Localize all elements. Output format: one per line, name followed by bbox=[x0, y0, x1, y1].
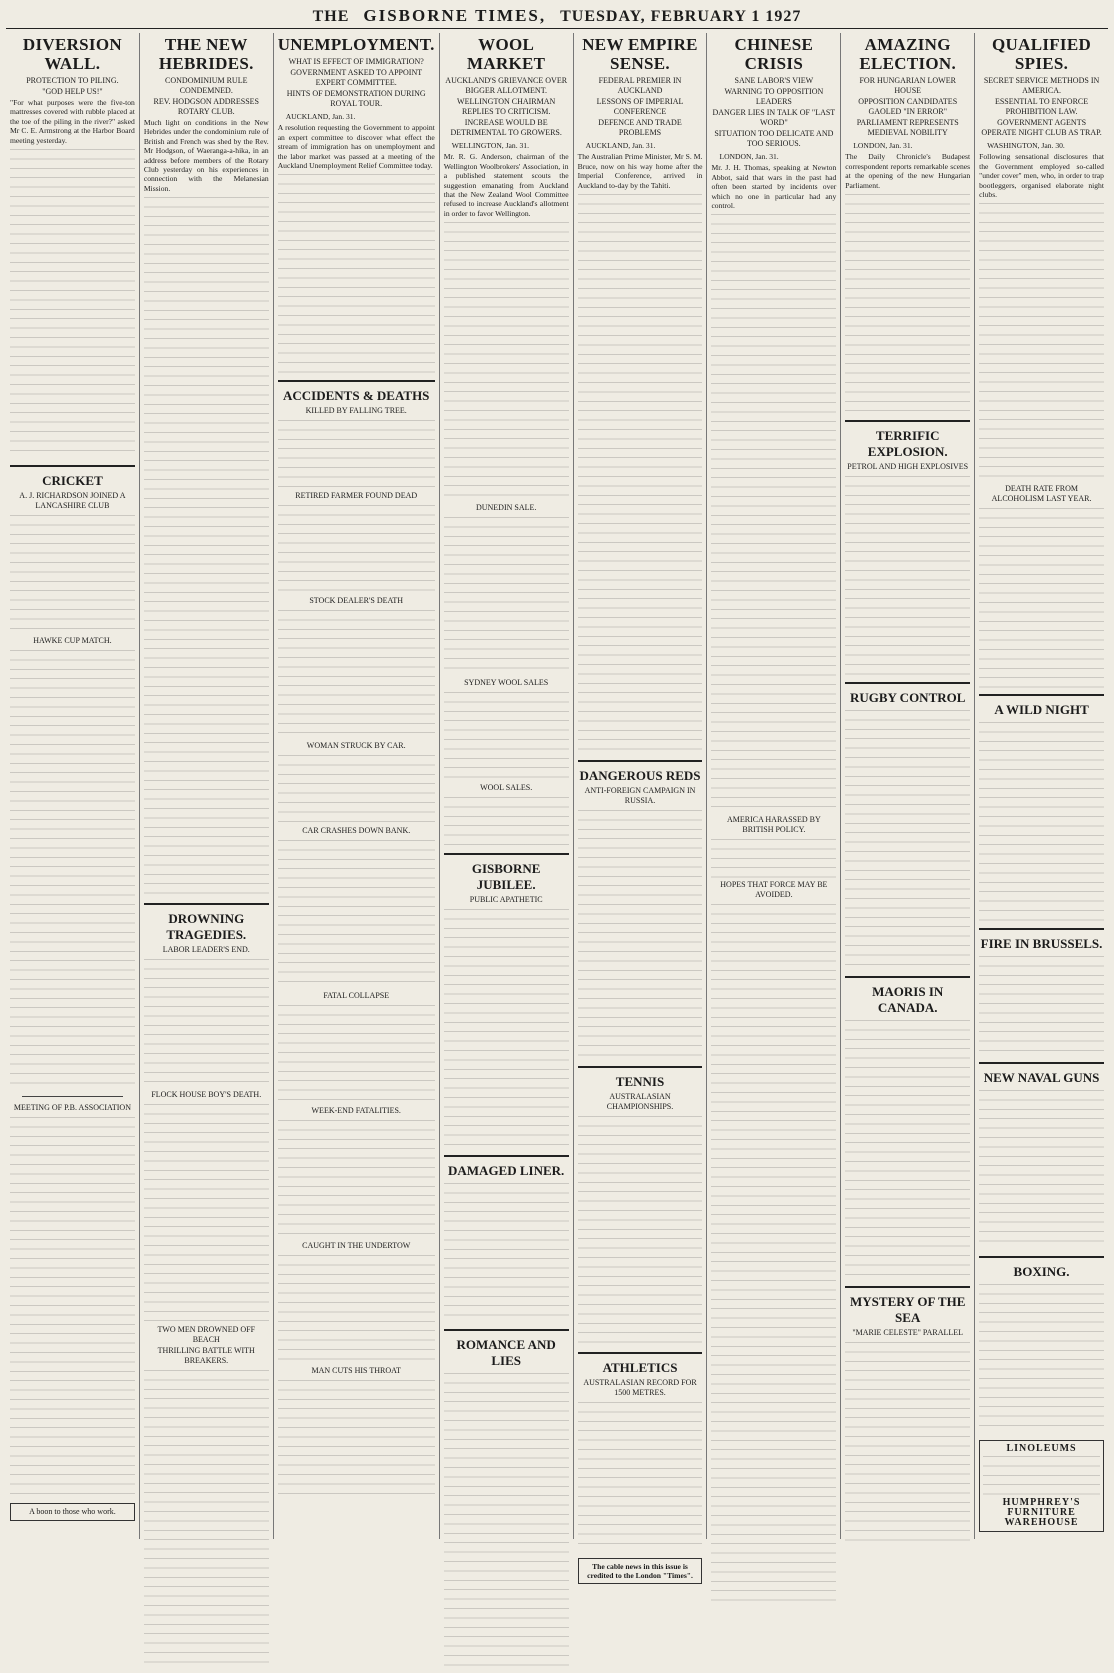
ad-text: A boon to those who work. bbox=[29, 1507, 116, 1517]
subhead: WHAT IS EFFECT OF IMMIGRATION? bbox=[288, 57, 424, 66]
subhead: MEETING OF P.B. ASSOCIATION bbox=[13, 1103, 131, 1113]
subhead: RETIRED FARMER FOUND DEAD bbox=[295, 491, 418, 501]
cable-news-notice: The cable news in this issue is credited to the London "Times". bbox=[578, 1558, 703, 1584]
subhead: DEFENCE AND TRADE PROBLEMS bbox=[598, 118, 682, 137]
article-text-lines bbox=[979, 508, 1104, 688]
ad-text-lines bbox=[983, 1456, 1100, 1496]
subhead: TWO MEN DROWNED OFF BEACH bbox=[157, 1325, 256, 1345]
divider bbox=[578, 1352, 703, 1354]
article-text-lines bbox=[278, 1120, 435, 1240]
section-head-rugby-control: RUGBY CONTROL bbox=[849, 690, 966, 706]
masthead-date: TUESDAY, FEBRUARY 1 1927 bbox=[560, 8, 802, 25]
section-head-dangerous-reds: DANGEROUS REDS bbox=[579, 768, 701, 784]
subhead: GOVERNMENT ASKED TO APPOINT EXPERT COMMITTEE. bbox=[290, 68, 423, 87]
article-body: The Australian Prime Minister, Mr S. M. Bruce, now on his way home after the Imperial Conference, arrived in Auckland to-day by the Tahiti. bbox=[577, 152, 703, 190]
article-text-lines bbox=[278, 1255, 435, 1365]
article-text-lines bbox=[144, 1104, 269, 1324]
article-text-lines bbox=[278, 1380, 435, 1500]
article-text-lines bbox=[979, 1284, 1104, 1434]
article-text-lines bbox=[444, 909, 569, 1149]
article-text-lines bbox=[979, 1090, 1104, 1250]
article-body: A resolution requesting the Government to appoint an expert committee to discover what effect the stream of immigration has on unemployment and the labor market was passed at a meeting of the Auckland Unemployment Relief Committee today. bbox=[277, 123, 435, 171]
section-head-drowning: DROWNING TRAGEDIES. bbox=[166, 911, 247, 943]
subhead: FLOCK HOUSE BOY'S DEATH. bbox=[151, 1090, 262, 1100]
subhead: WEEK-END FATALITIES. bbox=[311, 1106, 401, 1116]
headline-chinese-crisis: CHINESE CRISIS bbox=[734, 35, 814, 73]
divider bbox=[845, 682, 970, 684]
subhead: LABOR LEADER'S END. bbox=[162, 945, 250, 955]
article-text-lines bbox=[578, 1116, 703, 1346]
subhead: ESSENTIAL TO ENFORCE PROHIBITION LAW. bbox=[994, 97, 1089, 116]
subhead: DEATH RATE FROM ALCOHOLISM LAST YEAR. bbox=[991, 484, 1092, 504]
headline-amazing-election: AMAZING ELECTION. bbox=[859, 35, 957, 73]
section-head-mystery-sea: MYSTERY OF THE SEA bbox=[850, 1294, 966, 1326]
subhead: SYDNEY WOOL SALES bbox=[464, 678, 549, 688]
subhead: PARLIAMENT REPRESENTS MEDIEVAL NOBILITY bbox=[856, 118, 959, 137]
subhead: ANTI-FOREIGN CAMPAIGN IN RUSSIA. bbox=[584, 786, 696, 806]
subhead: PROTECTION TO PILING. bbox=[26, 76, 119, 85]
article-text-lines bbox=[845, 194, 970, 414]
article-text-lines bbox=[979, 956, 1104, 1056]
subhead: A. J. RICHARDSON JOINED A LANCASHIRE CLUB bbox=[19, 491, 126, 511]
article-text-lines bbox=[711, 904, 836, 1604]
subhead: DUNEDIN SALE. bbox=[475, 503, 537, 513]
subhead: KILLED BY FALLING TREE. bbox=[305, 406, 407, 416]
article-text-lines bbox=[10, 650, 135, 1090]
article-text-lines bbox=[444, 692, 569, 782]
article-text-lines bbox=[711, 839, 836, 879]
dateline: AUCKLAND, Jan. 31. bbox=[285, 112, 356, 121]
section-head-cricket: CRICKET bbox=[42, 473, 103, 489]
subhead: "MARIE CELESTE" PARALLEL bbox=[852, 1328, 964, 1338]
advertisement-linoleums bbox=[979, 1440, 1104, 1532]
subhead: WOMAN STRUCK BY CAR. bbox=[306, 741, 406, 751]
article-text-lines bbox=[845, 1342, 970, 1542]
section-head-damaged-liner: DAMAGED LINER. bbox=[448, 1163, 565, 1179]
divider bbox=[444, 853, 569, 855]
dateline: AUCKLAND, Jan. 31. bbox=[585, 141, 656, 150]
subhead: HOPES THAT FORCE MAY BE AVOIDED. bbox=[720, 880, 828, 900]
divider bbox=[845, 976, 970, 978]
divider bbox=[578, 1066, 703, 1068]
subhead: OPPOSITION CANDIDATES GAOLED "IN ERROR" bbox=[858, 97, 958, 116]
article-text-lines bbox=[578, 1402, 703, 1552]
subhead: WARNING TO OPPOSITION LEADERS bbox=[724, 87, 824, 106]
subhead: SECRET SERVICE METHODS IN AMERICA. bbox=[983, 76, 1100, 95]
section-head-boxing: BOXING. bbox=[1013, 1264, 1070, 1280]
divider bbox=[278, 380, 435, 382]
article-text-lines bbox=[144, 959, 269, 1089]
subhead: HINTS OF DEMONSTRATION DURING ROYAL TOUR. bbox=[286, 89, 426, 108]
masthead bbox=[6, 6, 1108, 29]
advertisement bbox=[10, 1503, 135, 1521]
article-text-lines bbox=[10, 149, 135, 459]
subhead: STOCK DEALER'S DEATH bbox=[309, 596, 404, 606]
divider bbox=[578, 760, 703, 762]
divider bbox=[10, 465, 135, 467]
article-text-lines bbox=[444, 1373, 569, 1673]
subhead: AMERICA HARASSED BY BRITISH POLICY. bbox=[726, 815, 821, 835]
article-text-lines bbox=[278, 840, 435, 990]
subhead: LESSONS OF IMPERIAL CONFERENCE bbox=[596, 97, 684, 116]
divider bbox=[144, 903, 269, 905]
article-text-lines bbox=[278, 1005, 435, 1105]
subhead: CAR CRASHES DOWN BANK. bbox=[302, 826, 411, 836]
divider bbox=[845, 1286, 970, 1288]
headline-unemployment: UNEMPLOYMENT. bbox=[277, 35, 435, 54]
subhead: MAN CUTS HIS THROAT bbox=[311, 1366, 401, 1376]
subhead: INCREASE WOULD BE DETRIMENTAL TO GROWERS. bbox=[450, 118, 562, 137]
section-head-maoris-canada: MAORIS IN CANADA. bbox=[872, 984, 944, 1016]
masthead-title: GISBORNE TIMES, bbox=[363, 6, 547, 25]
divider bbox=[979, 694, 1104, 696]
masthead-left: THE bbox=[312, 8, 350, 25]
divider bbox=[979, 1256, 1104, 1258]
subhead: SITUATION TOO DELICATE AND TOO SERIOUS. bbox=[714, 129, 834, 148]
divider bbox=[845, 420, 970, 422]
article-text-lines bbox=[278, 505, 435, 595]
article-body: Following sensational disclosures that the Government employed so-called "under cover" men, who, in order to trap bootleggers, organised elaborate night clubs. bbox=[979, 152, 1104, 200]
article-text-lines bbox=[979, 722, 1104, 922]
article-text-lines bbox=[144, 1370, 269, 1670]
section-head-gisborne-jubilee: GISBORNE JUBILEE. bbox=[471, 861, 541, 893]
subhead: AUSTRALASIAN RECORD FOR 1500 METRES. bbox=[583, 1378, 697, 1398]
article-body: The Daily Chronicle's Budapest correspondent reports remarkable scenes at the opening of the new Hungarian Parliament. bbox=[845, 152, 971, 190]
section-head-wild-night: A WILD NIGHT bbox=[994, 702, 1089, 718]
article-text-lines bbox=[278, 174, 435, 374]
article-text-lines bbox=[444, 797, 569, 847]
column-3 bbox=[274, 33, 440, 1539]
subhead: HAWKE CUP MATCH. bbox=[33, 636, 112, 646]
subhead: SANE LABOR'S VIEW bbox=[734, 76, 814, 85]
headline-new-hebrides: THE NEW HEBRIDES. bbox=[158, 35, 254, 73]
column-4 bbox=[440, 33, 574, 1539]
section-head-romance: ROMANCE AND LIES bbox=[456, 1337, 556, 1369]
article-text-lines bbox=[444, 517, 569, 677]
divider bbox=[22, 1096, 123, 1097]
article-text-lines bbox=[10, 515, 135, 635]
section-head-tennis: TENNIS bbox=[615, 1074, 665, 1090]
subhead: PUBLIC APATHETIC bbox=[469, 895, 543, 905]
column-2 bbox=[140, 33, 274, 1539]
article-text-lines bbox=[278, 610, 435, 740]
subhead: PETROL AND HIGH EXPLOSIVES bbox=[847, 462, 969, 472]
article-text-lines bbox=[979, 203, 1104, 483]
headline-wool-market: WOOL MARKET bbox=[467, 35, 546, 73]
article-text-lines bbox=[278, 420, 435, 490]
subhead: FOR HUNGARIAN LOWER HOUSE bbox=[859, 76, 956, 95]
columns bbox=[6, 33, 1108, 1581]
dateline: WASHINGTON, Jan. 30. bbox=[987, 141, 1065, 150]
subhead: AUSTRALASIAN CHAMPIONSHIPS. bbox=[606, 1092, 674, 1112]
column-1 bbox=[6, 33, 140, 1539]
article-body: Mr. J. H. Thomas, speaking at Newton Abbot, said that wars in the past had often been started by incidents over which no one in particular had any control. bbox=[711, 163, 837, 211]
headline-qualified-spies: QUALIFIED SPIES. bbox=[992, 35, 1092, 73]
article-text-lines bbox=[711, 214, 836, 814]
article-body: Much light on conditions in the New Hebrides under the condominium rule of British and French was shed by the Rev. Mr Hodgson, of Waeranga-a-hika, in an address before members of the Rotary Club yesterday on his experiences in connection with the Melanesian Mission. bbox=[143, 118, 269, 193]
subhead: FATAL COLLAPSE bbox=[323, 991, 390, 1001]
dateline: WELLINGTON, Jan. 31. bbox=[451, 141, 530, 150]
article-text-lines bbox=[10, 1117, 135, 1497]
section-head-athletics: ATHLETICS bbox=[602, 1360, 678, 1376]
column-5 bbox=[574, 33, 708, 1581]
article-text-lines bbox=[845, 476, 970, 676]
dateline: LONDON, Jan. 31. bbox=[853, 141, 913, 150]
subhead: WOOL SALES. bbox=[480, 783, 533, 793]
article-text-lines bbox=[444, 1183, 569, 1323]
article-text-lines bbox=[444, 222, 569, 502]
subhead: WELLINGTON CHAIRMAN REPLIES TO CRITICISM. bbox=[457, 97, 556, 116]
subhead: CONDOMINIUM RULE CONDEMNED. bbox=[165, 76, 248, 95]
column-6 bbox=[707, 33, 841, 1539]
ad-brand: HUMPHREY'S FURNITURE WAREHOUSE bbox=[1002, 1497, 1081, 1529]
article-body: "For what purposes were the five-ton mattresses covered with rubble placed at the toe of the piling in the river?" asked Mr C. E. Armstrong at the Harbor Board meeting yesterday. bbox=[10, 98, 135, 145]
article-text-lines bbox=[578, 810, 703, 1060]
article-text-lines bbox=[845, 710, 970, 970]
section-head-terrific-explosion: TERRIFIC EXPLOSION. bbox=[867, 428, 948, 460]
subhead: THRILLING BATTLE WITH BREAKERS. bbox=[157, 1346, 255, 1366]
subhead: GOVERNMENT AGENTS OPERATE NIGHT CLUB AS TRAP. bbox=[981, 118, 1102, 137]
column-7 bbox=[841, 33, 975, 1539]
ad-heading: LINOLEUMS bbox=[1006, 1443, 1077, 1455]
section-head-naval-guns: NEW NAVAL GUNS bbox=[983, 1070, 1100, 1086]
subhead: REV. HODGSON ADDRESSES ROTARY CLUB. bbox=[153, 97, 259, 116]
article-text-lines bbox=[144, 197, 269, 897]
subhead: CAUGHT IN THE UNDERTOW bbox=[302, 1241, 411, 1251]
section-head-accidents: ACCIDENTS & DEATHS bbox=[283, 388, 430, 404]
column-8 bbox=[975, 33, 1108, 1539]
divider bbox=[979, 1062, 1104, 1064]
subhead: AUCKLAND'S GRIEVANCE OVER BIGGER ALLOTMENT. bbox=[445, 76, 568, 95]
subhead: FEDERAL PREMIER IN AUCKLAND bbox=[598, 76, 682, 95]
article-body: Mr. R. G. Anderson, chairman of the Wellington Woolbrokers' Association, in a published statement scouts the suggestion emanating from Auckland that the New Zealand Wool Committee refused to increase Auckland's allotment in order to favor Wellington. bbox=[443, 152, 569, 218]
section-head-fire-brussels: FIRE IN BRUSSELS. bbox=[980, 936, 1103, 952]
divider bbox=[979, 928, 1104, 930]
article-text-lines bbox=[278, 755, 435, 825]
headline-diversion-wall: DIVERSION WALL. bbox=[22, 35, 122, 73]
headline-new-empire-sense: NEW EMPIRE SENSE. bbox=[582, 35, 698, 73]
dateline: LONDON, Jan. 31. bbox=[719, 152, 779, 161]
subhead: "GOD HELP US!" bbox=[42, 87, 103, 96]
divider bbox=[444, 1329, 569, 1331]
divider bbox=[444, 1155, 569, 1157]
article-text-lines bbox=[578, 194, 703, 754]
subhead: DANGER LIES IN TALK OF "LAST WORD" bbox=[712, 108, 836, 127]
article-text-lines bbox=[845, 1020, 970, 1280]
